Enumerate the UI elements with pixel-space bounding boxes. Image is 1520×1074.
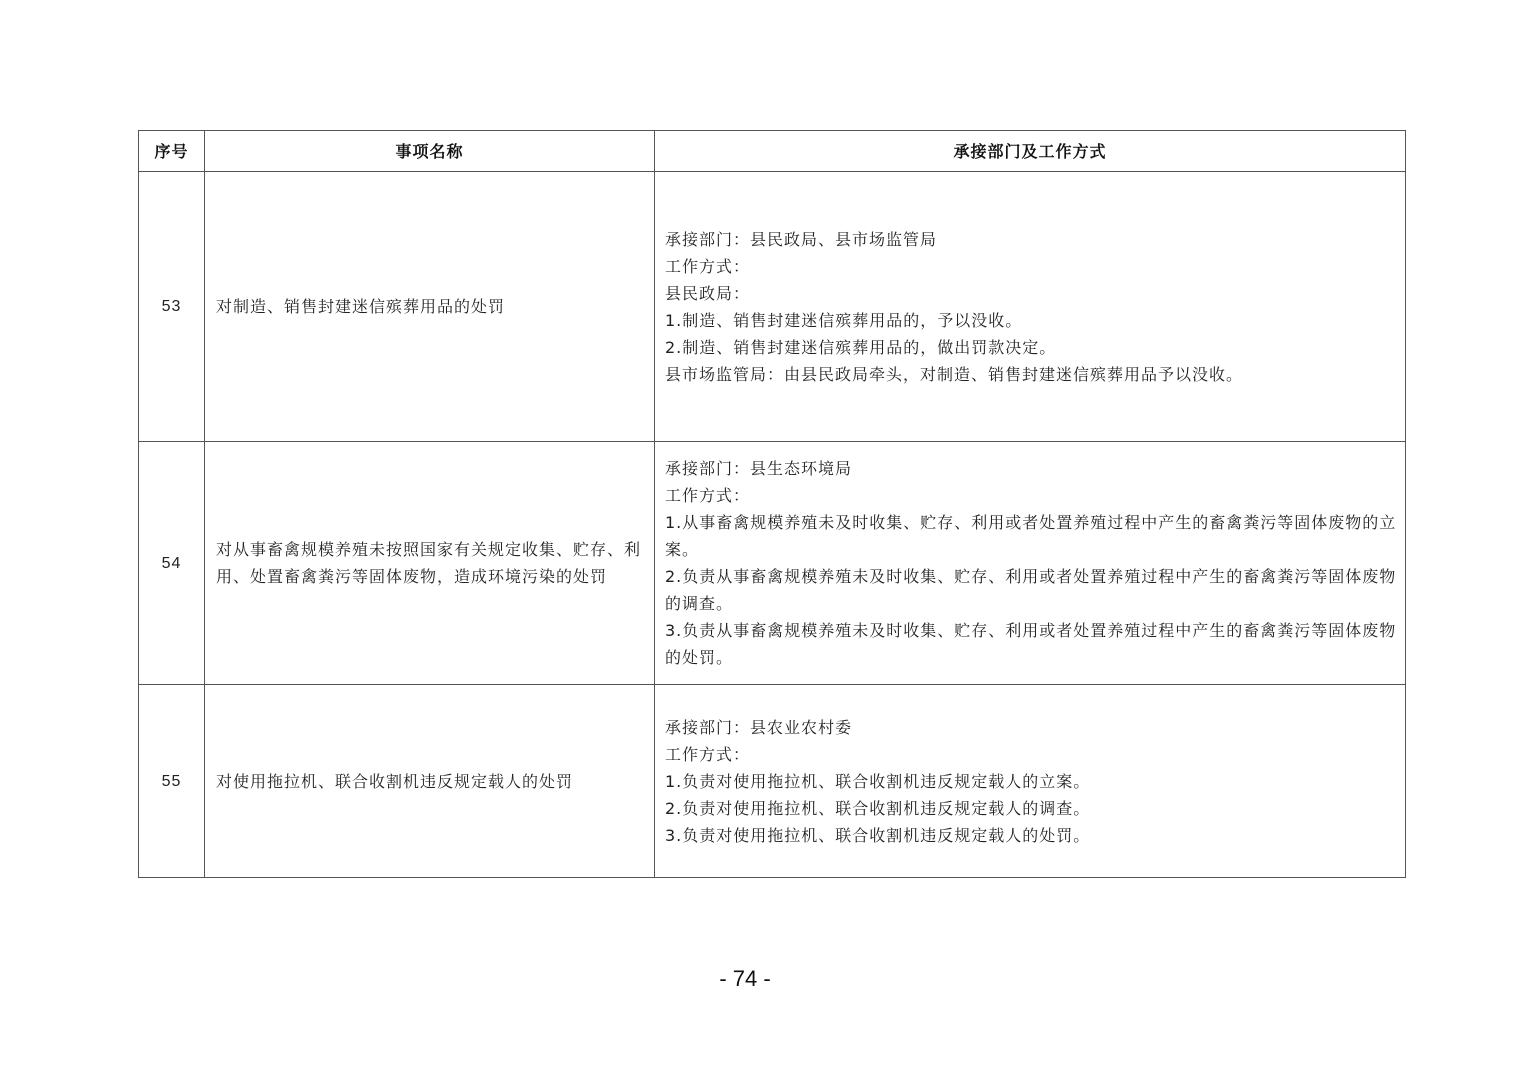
header-item-name: 事项名称: [205, 131, 655, 172]
row-item-name: 对使用拖拉机、联合收割机违反规定载人的处罚: [205, 685, 655, 878]
detail-line: 县市场监管局：由县民政局牵头，对制造、销售封建迷信殡葬用品予以没收。: [665, 364, 1244, 384]
table-row: [139, 172, 1406, 442]
row-item-name: 对制造、销售封建迷信殡葬用品的处罚: [205, 172, 655, 442]
table-row: [139, 685, 1406, 878]
detail-line: 2.制造、销售封建迷信殡葬用品的，做出罚款决定。: [665, 337, 1057, 357]
detail-line: 1.负责对使用拖拉机、联合收割机违反规定载人的立案。: [665, 771, 1091, 791]
row-index: 54: [139, 442, 205, 685]
detail-line: 3.负责从事畜禽规模养殖未及时收集、贮存、利用或者处置养殖过程中产生的畜禽粪污等固体废物的处罚。: [665, 621, 1397, 667]
page-number: - 74 -: [719, 966, 771, 991]
detail-line: 2.负责从事畜禽规模养殖未及时收集、贮存、利用或者处置养殖过程中产生的畜禽粪污等固体废物的调查。: [665, 567, 1397, 613]
table-header-row: [139, 131, 1406, 172]
header-index: 序号: [139, 131, 205, 172]
detail-line: 工作方式：: [665, 256, 751, 276]
row-item-name: 对从事畜禽规模养殖未按照国家有关规定收集、贮存、利用、处置畜禽粪污等固体废物，造成环境污染的处罚: [205, 442, 655, 685]
row-department-method: [655, 685, 1406, 878]
detail-line: 3.负责对使用拖拉机、联合收割机违反规定载人的处罚。: [665, 825, 1091, 845]
detail-line: 工作方式：: [665, 486, 751, 505]
detail-line: 承接部门：县生态环境局: [665, 459, 853, 478]
detail-line: 1.制造、销售封建迷信殡葬用品的，予以没收。: [665, 310, 1023, 330]
row-index: 55: [139, 685, 205, 878]
table-row: [139, 442, 1406, 685]
row-department-method: [655, 442, 1406, 685]
row-department-method: [655, 172, 1406, 442]
header-department-method: 承接部门及工作方式: [655, 131, 1406, 172]
detail-line: 1.从事畜禽规模养殖未及时收集、贮存、利用或者处置养殖过程中产生的畜禽粪污等固体废物的立案。: [665, 513, 1397, 559]
detail-line: 县民政局：: [665, 283, 751, 303]
row-index: 53: [139, 172, 205, 442]
matters-table: [138, 130, 1406, 878]
detail-line: 2.负责对使用拖拉机、联合收割机违反规定载人的调查。: [665, 798, 1091, 818]
detail-line: 承接部门：县民政局、县市场监管局: [665, 229, 938, 249]
detail-line: 承接部门：县农业农村委: [665, 717, 853, 737]
detail-line: 工作方式：: [665, 744, 751, 764]
